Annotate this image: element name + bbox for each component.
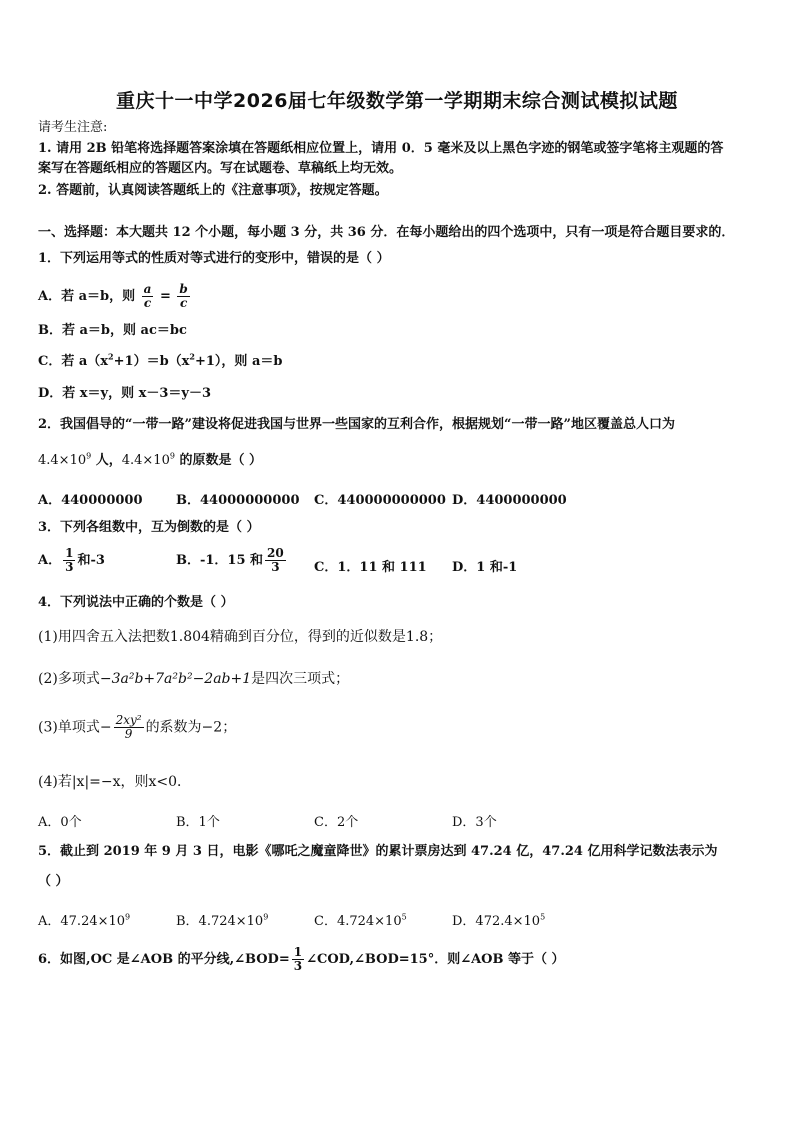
question-6-text: ∠COD,∠BOD=15°．则∠AOB 等于（ ） — [306, 952, 565, 967]
math-text: 4.4×10 — [121, 453, 170, 468]
question-1-option-c — [38, 353, 282, 371]
superscript: 9 — [169, 451, 175, 461]
option-text: 和-3 — [77, 553, 105, 568]
superscript: 5 — [540, 912, 546, 922]
fraction-den: c — [179, 296, 188, 310]
option-b: B．44000000000 — [176, 493, 300, 508]
superscript: 9 — [86, 451, 92, 461]
fraction-num: 20 — [267, 546, 284, 560]
superscript: 2 — [108, 351, 114, 362]
notice-heading: 请考生注意: — [38, 120, 108, 135]
fraction-twenty-thirds — [265, 547, 286, 574]
statement-1: (1)用四舍五入法把数1.804精确到百分位，得到的近似数是1.8； — [38, 629, 443, 645]
fraction-one-third — [292, 946, 304, 973]
option-c: C．440000000000 — [314, 493, 446, 508]
notice-item-2: 2. 答题前，认真阅读答题纸上的《注意事项》，按规定答题。 — [38, 183, 388, 198]
section-heading: 一、选择题：本大题共 12 个小题，每小题 3 分，共 36 分．在每小题给出的四个选项中，只有一项是符合题目要求的． — [38, 225, 735, 240]
equals-sign: = — [159, 289, 171, 304]
question-2-stem-line2 — [38, 452, 262, 470]
option-a — [38, 910, 130, 929]
option-b — [176, 910, 268, 929]
question-1-option-b: B．若 a＝b，则 ac＝bc — [38, 323, 187, 338]
option-a: A．0个 — [38, 815, 82, 830]
fraction-one-third — [63, 547, 75, 574]
question-4-stem: 4．下列说法中正确的个数是（ ） — [38, 595, 234, 610]
option-c — [314, 910, 407, 929]
superscript: 2 — [189, 351, 195, 362]
option-c-part: +1）＝b（x — [113, 354, 190, 369]
option-c-part: +1），则 a＝b — [194, 354, 283, 369]
option-a: A．440000000 — [38, 493, 143, 508]
option-text: B．4.724×10 — [176, 914, 264, 929]
question-5-stem-line2: （ ） — [38, 874, 69, 889]
fraction-num: 1 — [293, 945, 303, 959]
superscript: 5 — [401, 912, 407, 922]
option-b: B．1个 — [176, 815, 220, 830]
option-label: A． — [38, 553, 62, 568]
text: 人， — [91, 453, 122, 468]
question-6-text: 6．如图,OC 是∠AOB 的平分线,∠BOD= — [38, 952, 290, 967]
question-1-option-d: D．若 x＝y，则 x－3＝y－3 — [38, 386, 212, 401]
notice-item-1a: 1. 请用 2B 铅笔将选择题答案涂填在答题纸相应位置上，请用 0．5 毫米及以上黑色字迹的钢笔或签字笔将主观题的答 — [38, 141, 724, 156]
statement-3 — [38, 714, 236, 741]
option-c: C．1．11 和 111 — [314, 560, 427, 575]
option-d: D．4400000000 — [452, 493, 567, 508]
fraction-num: 1 — [65, 546, 74, 560]
fraction-den: 3 — [271, 560, 280, 574]
question-5-stem: 5．截止到 2019 年 9 月 3 日，电影《哪吒之魔童降世》的累计票房达到 47.24 亿，47.24 亿用科学记数法表示为 — [38, 844, 718, 859]
statement-label: (2)多项式 — [38, 671, 100, 687]
option-text: D．472.4×10 — [452, 914, 541, 929]
option-text: C．4.724×10 — [314, 914, 402, 929]
math-text: 4.4×10 — [38, 453, 87, 468]
superscript: 9 — [125, 912, 131, 922]
fraction-den: 3 — [293, 959, 303, 973]
option-a-text: A．若 a＝b，则 — [38, 289, 136, 304]
question-1-option-a — [38, 283, 192, 310]
question-1-stem: 1．下列运用等式的性质对等式进行的变形中，错误的是（ ） — [38, 251, 390, 266]
text: 的原数是（ ） — [174, 453, 262, 468]
fraction-den: 9 — [124, 727, 133, 741]
option-text: B．-1．15 和 — [176, 553, 264, 568]
statement-text: 是四次三项式； — [251, 671, 350, 687]
question-3-stem: 3．下列各组数中，互为倒数的是（ ） — [38, 520, 260, 535]
fraction-b-over-c — [177, 283, 189, 310]
superscript: 9 — [263, 912, 269, 922]
option-d: D．3个 — [452, 815, 497, 830]
fraction-num: a — [143, 282, 152, 296]
question-2-stem: 2．我国倡导的“一带一路”建设将促进我国与世界一些国家的互利合作，根据规划“一带一路”地区覆盖总人口为 — [38, 417, 675, 432]
notice-item-1b: 案写在答题纸相应的答题区内。写在试题卷、草稿纸上均无效。 — [38, 161, 403, 176]
statement-text: 的系数为−2； — [145, 719, 237, 736]
fraction-num: 2xy² — [115, 713, 142, 727]
option-b — [176, 547, 288, 574]
fraction-den: 3 — [65, 560, 74, 574]
page-title: 重庆十一中学2026届七年级数学第一学期期末综合测试模拟试题 — [116, 90, 678, 112]
option-text: A．47.24×10 — [38, 914, 126, 929]
statement-label: (3)单项式− — [38, 719, 112, 736]
option-c: C．2个 — [314, 815, 359, 830]
option-d: D．1 和-1 — [452, 560, 518, 575]
fraction-den: c — [143, 296, 152, 310]
fraction-num: b — [179, 282, 188, 296]
math-expression: −3a²b+7a²b²−2ab+1 — [99, 671, 252, 687]
statement-4: (4)若|x|=−x，则x<0． — [38, 774, 192, 790]
fraction-a-over-c — [142, 283, 154, 310]
option-d — [452, 910, 545, 929]
option-a — [38, 547, 105, 574]
question-6-stem — [38, 946, 565, 973]
statement-2 — [38, 670, 349, 688]
option-c-part: C．若 a（x — [38, 354, 109, 369]
fraction-monomial — [114, 714, 144, 741]
